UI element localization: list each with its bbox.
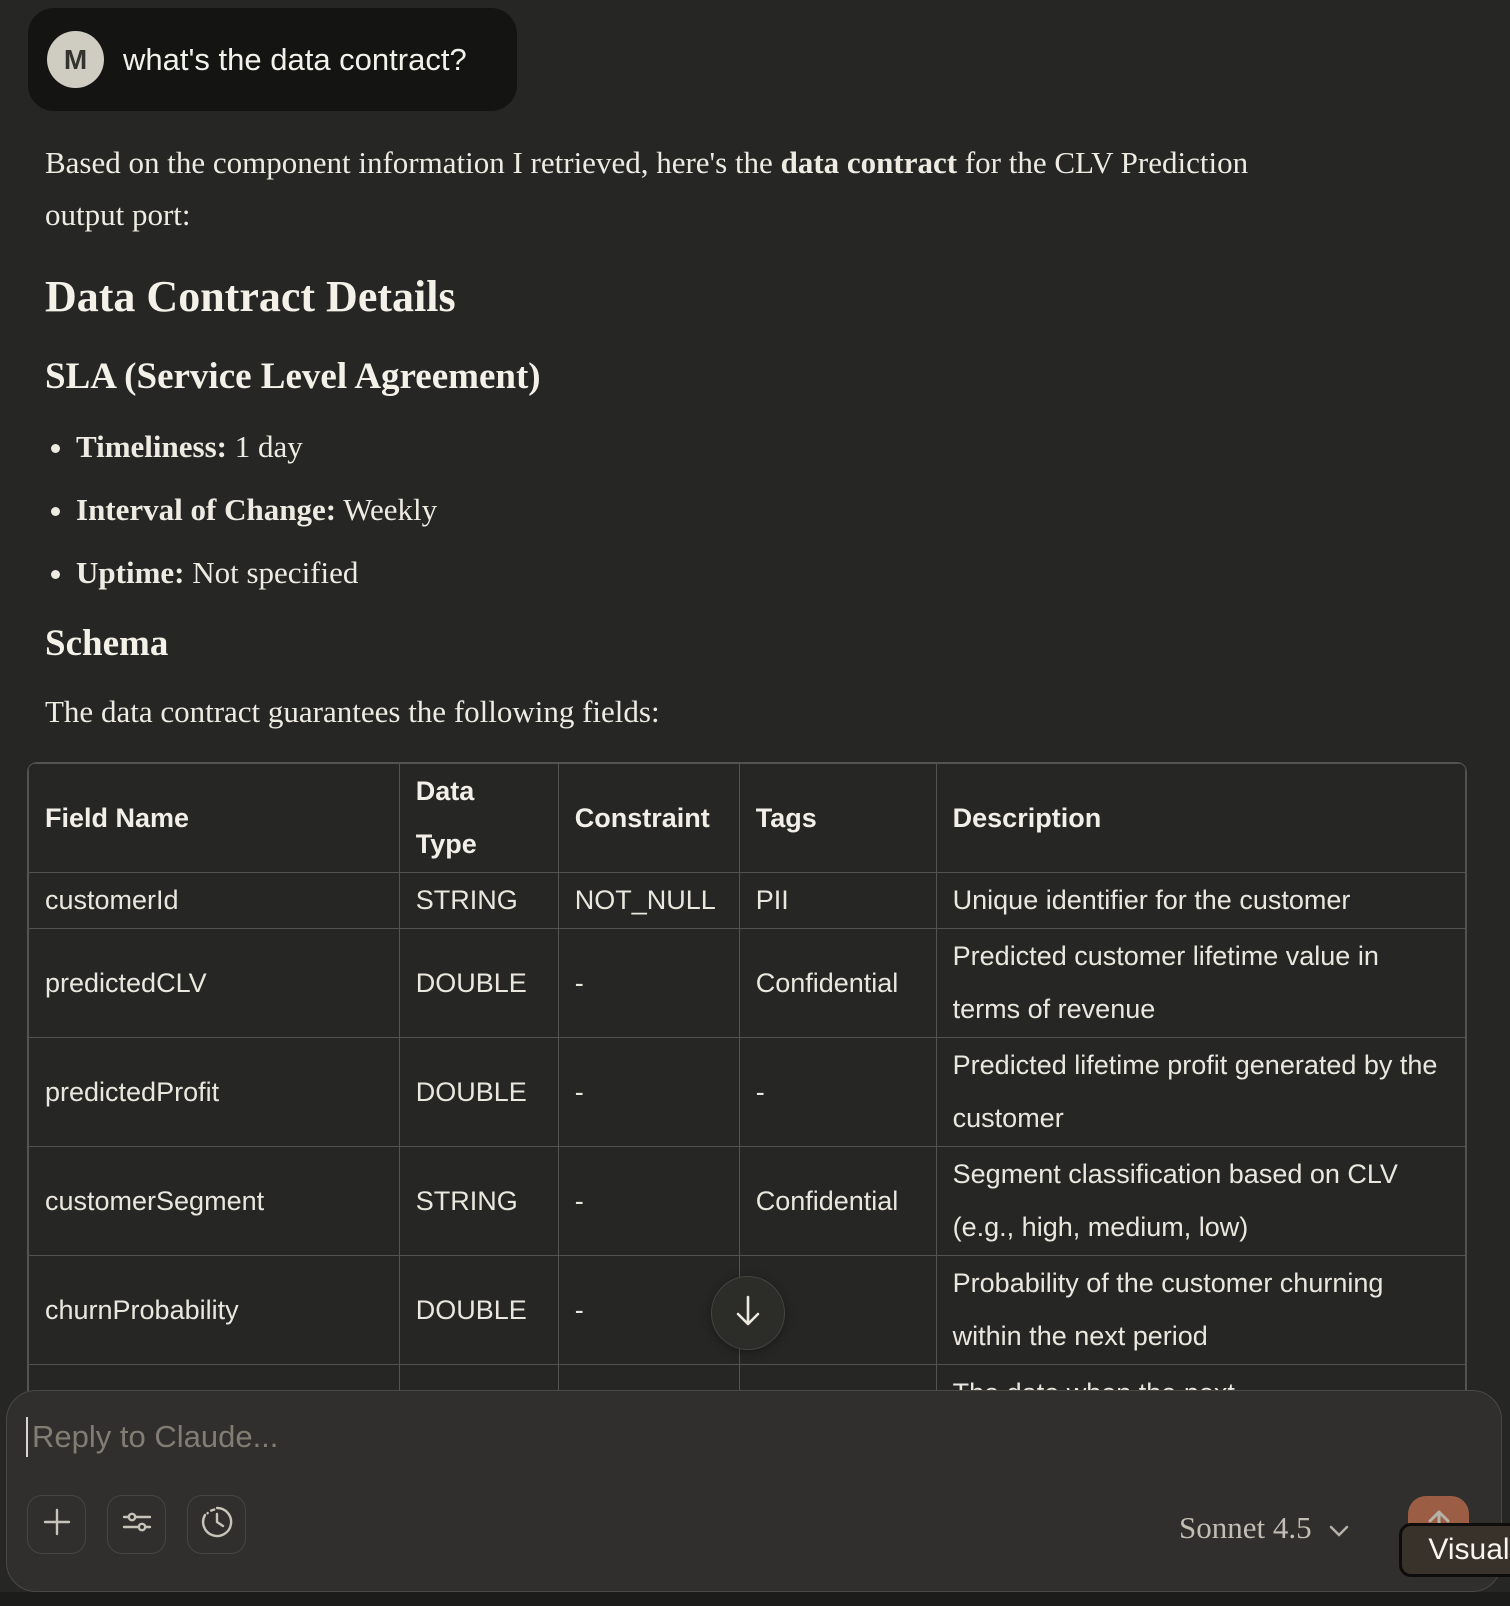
table-cell: Unique identifier for the customer xyxy=(936,873,1465,929)
sla-item-label: Timeliness: xyxy=(76,429,227,464)
table-row xyxy=(29,929,1466,1038)
sla-list xyxy=(45,415,1482,604)
table-cell: - xyxy=(739,1038,936,1147)
tools-button[interactable] xyxy=(107,1495,166,1554)
table-cell: Confidential xyxy=(739,1147,936,1256)
table-cell: - xyxy=(558,1147,739,1256)
scroll-to-bottom-button[interactable] xyxy=(711,1276,785,1350)
table-cell: Confidential xyxy=(739,929,936,1038)
sla-item-label: Interval of Change: xyxy=(76,492,337,527)
column-header: Field Name xyxy=(29,764,400,873)
schema-intro-paragraph: The data contract guarantees the following fields: xyxy=(45,694,660,729)
list-item xyxy=(76,415,1482,478)
visual-tooltip xyxy=(1399,1523,1510,1577)
down-arrow-icon xyxy=(733,1293,763,1334)
model-selector[interactable] xyxy=(1179,1511,1350,1545)
user-message-text: what's the data contract? xyxy=(123,41,467,77)
window-bottom-edge xyxy=(0,1592,1510,1606)
clock-history-icon xyxy=(200,1505,234,1544)
column-header: Description xyxy=(936,764,1465,873)
column-header: Constraint xyxy=(558,764,739,873)
table-cell: - xyxy=(558,1038,739,1147)
chevron-down-icon xyxy=(1312,1511,1350,1545)
table-cell: Probability of the customer churning within the next period xyxy=(936,1256,1465,1365)
details-heading: Data Contract Details xyxy=(45,272,456,321)
column-header: Data Type xyxy=(399,764,558,873)
column-header: Tags xyxy=(739,764,936,873)
table-cell: Predicted lifetime profit generated by the customer xyxy=(936,1038,1465,1147)
schema-heading: Schema xyxy=(45,623,169,664)
sla-item-label: Uptime: xyxy=(76,555,185,590)
message-composer[interactable] xyxy=(6,1390,1502,1592)
history-button[interactable] xyxy=(187,1495,246,1554)
table-cell: churnProbability xyxy=(29,1256,400,1365)
model-label: Sonnet 4.5 xyxy=(1179,1510,1312,1545)
table-cell: STRING xyxy=(399,1147,558,1256)
user-message-row xyxy=(28,8,1482,111)
sla-item-value: Weekly xyxy=(336,492,438,527)
table-cell: - xyxy=(558,1256,739,1365)
plus-icon xyxy=(41,1506,73,1543)
sliders-icon xyxy=(122,1509,152,1540)
tooltip-label: Visual xyxy=(1428,1533,1510,1566)
table-cell: DOUBLE xyxy=(399,1038,558,1147)
list-item xyxy=(76,478,1482,541)
intro-post: for the CLV Prediction output port: xyxy=(45,145,1249,232)
table-cell: customerSegment xyxy=(29,1147,400,1256)
table-cell: predictedCLV xyxy=(29,929,400,1038)
table-cell: DOUBLE xyxy=(399,1256,558,1365)
table-cell: STRING xyxy=(399,873,558,929)
table-row xyxy=(29,1038,1466,1147)
reply-input[interactable]: Reply to Claude... xyxy=(32,1419,279,1454)
intro-pre: Based on the component information I retrieved, here's the xyxy=(45,145,781,180)
table-cell: Segment classification based on CLV (e.g., high, medium, low) xyxy=(936,1147,1465,1256)
list-item xyxy=(76,541,1482,604)
text-caret xyxy=(26,1417,28,1457)
sla-item-value: 1 day xyxy=(227,429,303,464)
sla-heading: SLA (Service Level Agreement) xyxy=(45,356,541,397)
intro-bold: data contract xyxy=(780,145,958,180)
assistant-response xyxy=(45,137,1482,738)
table-cell: NOT_NULL xyxy=(558,873,739,929)
table-header-row xyxy=(29,764,1466,873)
table-row xyxy=(29,873,1466,929)
table-cell: predictedProfit xyxy=(29,1038,400,1147)
table-cell: Predicted customer lifetime value in terms of revenue xyxy=(936,929,1465,1038)
user-message-bubble xyxy=(28,8,517,111)
intro-paragraph xyxy=(45,137,1315,241)
attach-button[interactable] xyxy=(27,1495,86,1554)
user-avatar: M xyxy=(47,31,104,88)
table-row xyxy=(29,1147,1466,1256)
table-cell: DOUBLE xyxy=(399,929,558,1038)
table-cell: customerId xyxy=(29,873,400,929)
table-cell: PII xyxy=(739,873,936,929)
sla-item-value: Not specified xyxy=(184,555,359,590)
table-cell: - xyxy=(558,929,739,1038)
